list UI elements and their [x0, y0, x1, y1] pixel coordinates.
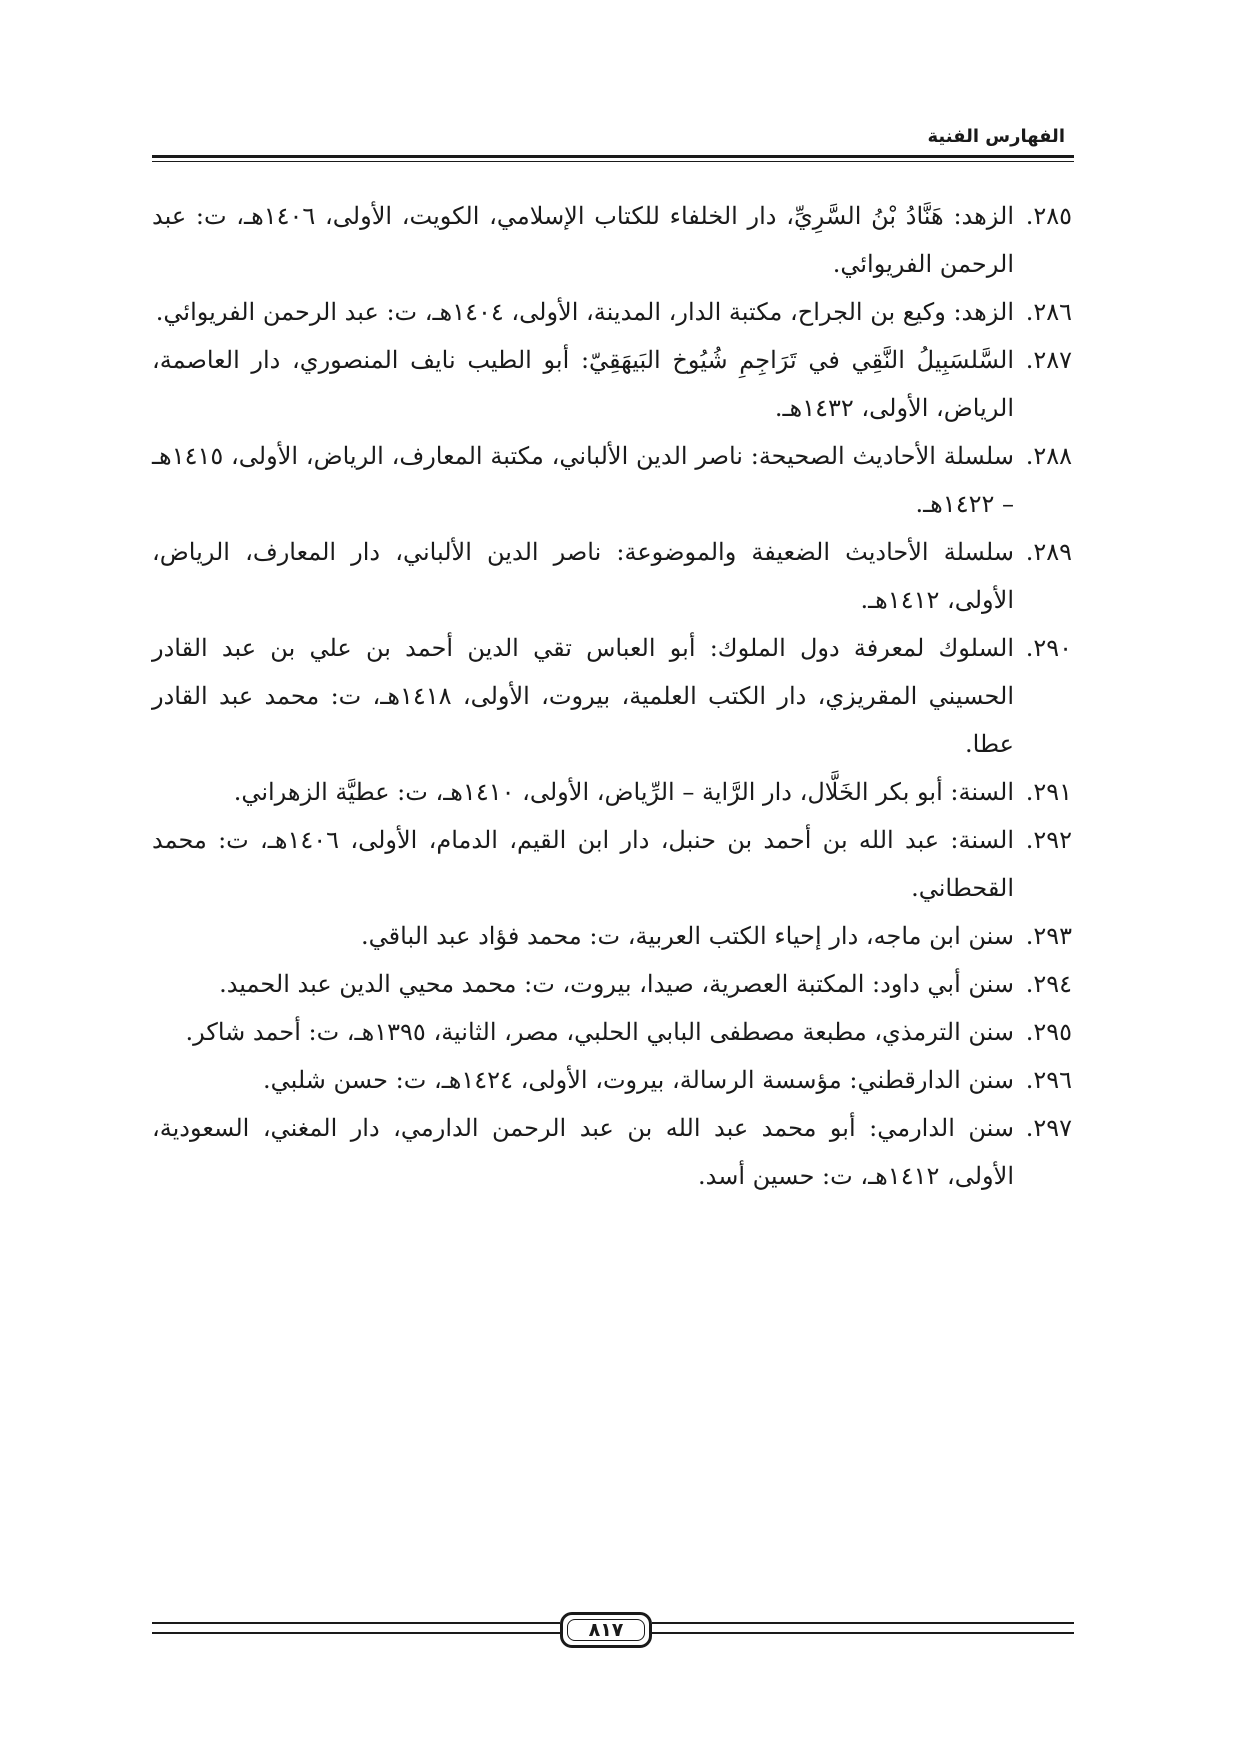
page-number-frame	[560, 1612, 652, 1648]
footer-rule-left-bottom	[152, 1632, 560, 1634]
entry-number: ٢٩٠.	[1025, 634, 1072, 662]
entry-text: الزهد: هَنَّادُ بْنُ السَّرِيِّ، دار الخلفاء للكتاب الإسلامي، الكويت، الأولى، ١٤٠٦هـ، ت: عبد الرحمن الفريوائي.	[152, 202, 1015, 278]
entry-text: سنن الدارمي: أبو محمد عبد الله بن عبد الرحمن الدارمي، دار المغني، السعودية، الأولى، ١٤١٢هـ، ت: حسين أسد.	[152, 1114, 1014, 1190]
page-number: ٨١٧	[588, 1619, 624, 1641]
running-header: الفهارس الفنية	[927, 126, 1065, 147]
entry-number: ٢٨٩.	[1025, 538, 1072, 566]
entry-text: السَّلسَبِيلُ النَّقِي في تَرَاجِمِ شُيُوخ البَيهَقِيّ: أبو الطيب نايف المنصوري، دار العاصمة، الرياض، الأولى، ١٤٣٢هـ.	[152, 346, 1014, 422]
bibliography-entry	[152, 336, 1072, 432]
entry-number: ٢٨٨.	[1025, 442, 1072, 470]
entry-number: ٢٩٧.	[1025, 1114, 1072, 1142]
entry-number: ٢٩٤.	[1025, 970, 1072, 998]
entry-text: سنن ابن ماجه، دار إحياء الكتب العربية، ت: محمد فؤاد عبد الباقي.	[361, 922, 1014, 950]
entry-number: ٢٨٥.	[1025, 202, 1072, 230]
bibliography-entry	[152, 288, 1072, 336]
entry-text: سلسلة الأحاديث الضعيفة والموضوعة: ناصر الدين الألباني، دار المعارف، الرياض، الأولى، ١٤١٢هـ.	[152, 538, 1014, 614]
bibliography-entry	[152, 528, 1072, 624]
entry-text: سنن الدارقطني: مؤسسة الرسالة، بيروت، الأولى، ١٤٢٤هـ، ت: حسن شلبي.	[262, 1066, 1014, 1094]
footer-rule-right-top	[652, 1622, 1074, 1624]
entry-number: ٢٩٦.	[1025, 1066, 1072, 1094]
entry-number: ٢٩٥.	[1025, 1018, 1072, 1046]
entry-text: الزهد: وكيع بن الجراح، مكتبة الدار، المدينة، الأولى، ١٤٠٤هـ، ت: عبد الرحمن الفريوائي.	[155, 298, 1014, 326]
bibliography-entry	[152, 816, 1072, 912]
bibliography-entry	[152, 624, 1072, 768]
bibliography-entry	[152, 768, 1072, 816]
header-rule-thin	[152, 161, 1074, 162]
header-rule-thick	[152, 155, 1074, 158]
entry-text: سنن الترمذي، مطبعة مصطفى البابي الحلبي، مصر، الثانية، ١٣٩٥هـ، ت: أحمد شاكر.	[185, 1018, 1014, 1046]
entry-number: ٢٨٦.	[1025, 298, 1072, 326]
bibliography-entry	[152, 1056, 1072, 1104]
bibliography-list	[152, 192, 1072, 1200]
bibliography-entry	[152, 192, 1072, 288]
footer-rule-left-top	[152, 1622, 560, 1624]
bibliography-entry	[152, 1008, 1072, 1056]
entry-number: ٢٩٣.	[1025, 922, 1072, 950]
bibliography-entry	[152, 960, 1072, 1008]
footer-rule-right-bottom	[652, 1632, 1074, 1634]
entry-text: السنة: أبو بكر الخَلَّال، دار الرَّاية – الرِّياض، الأولى، ١٤١٠هـ، ت: عطيَّة الزهراني.	[233, 778, 1014, 806]
bibliography-entry	[152, 432, 1072, 528]
bibliography-entry	[152, 1104, 1072, 1200]
entry-text: السلوك لمعرفة دول الملوك: أبو العباس تقي الدين أحمد بن علي بن عبد القادر الحسيني المقريزي، دار الكتب العلمية، بيروت، الأولى، ١٤١٨هـ، ت: محمد عبد القادر عطا.	[152, 634, 1014, 758]
entry-text: السنة: عبد الله بن أحمد بن حنبل، دار ابن القيم، الدمام، الأولى، ١٤٠٦هـ، ت: محمد القحطاني.	[152, 826, 1014, 902]
entry-text: سلسلة الأحاديث الصحيحة: ناصر الدين الألباني، مكتبة المعارف، الرياض، الأولى، ١٤١٥هـ – ١٤٢٢هـ.	[152, 442, 1014, 518]
entry-number: ٢٩٢.	[1025, 826, 1072, 854]
entry-text: سنن أبي داود: المكتبة العصرية، صيدا، بيروت، ت: محمد محيي الدين عبد الحميد.	[219, 970, 1014, 998]
entry-number: ٢٩١.	[1025, 778, 1072, 806]
entry-number: ٢٨٧.	[1025, 346, 1072, 374]
bibliography-entry	[152, 912, 1072, 960]
